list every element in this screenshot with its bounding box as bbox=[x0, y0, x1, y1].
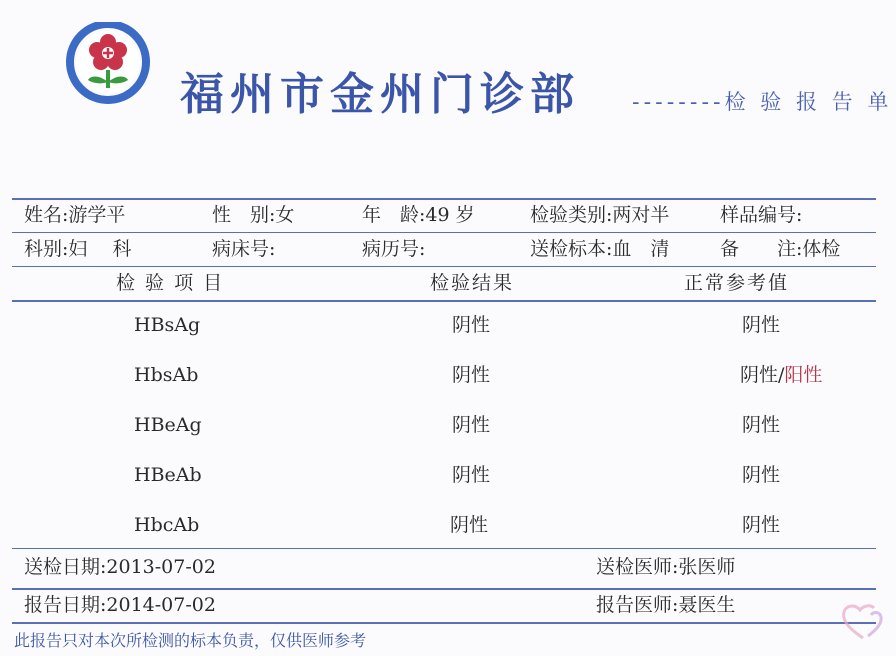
submit-doctor-label: 送检医师: bbox=[596, 556, 679, 578]
row-2-ref-negative: 阴性/ bbox=[740, 364, 785, 386]
rule-info-2 bbox=[12, 266, 876, 267]
report-date-label: 报告日期: bbox=[24, 594, 107, 616]
remark-field bbox=[720, 240, 840, 259]
dept-label: 科别: bbox=[24, 238, 69, 260]
gender-label: 性 别: bbox=[212, 204, 276, 226]
name-label: 姓名: bbox=[24, 204, 69, 226]
sample-no-label: 样品编号: bbox=[720, 204, 803, 226]
heart-watermark-icon bbox=[838, 598, 888, 644]
rule-table-header bbox=[12, 300, 876, 302]
clinic-flower-logo-icon bbox=[62, 22, 158, 106]
record-no-label: 病历号: bbox=[362, 238, 426, 260]
header-test-item: 检 验 项 目 bbox=[116, 272, 225, 294]
report-date-field bbox=[24, 596, 216, 615]
rule-footer-2 bbox=[12, 622, 876, 624]
row-1-item: HBsAg bbox=[134, 314, 201, 336]
header-reference: 正常参考值 bbox=[684, 272, 790, 294]
submit-date-field bbox=[24, 558, 216, 577]
name-field bbox=[24, 206, 125, 225]
report-doctor-value: 聂医生 bbox=[678, 594, 736, 616]
row-4-result: 阴性 bbox=[452, 464, 491, 486]
row-1-ref: 阴性 bbox=[742, 314, 781, 336]
bed-no-field bbox=[212, 240, 275, 259]
submit-doctor-value: 张医师 bbox=[678, 556, 736, 578]
test-type-label: 检验类别: bbox=[530, 204, 613, 226]
clinic-title: 福州市金州门诊部 bbox=[180, 69, 580, 120]
dept-value: 妇 科 bbox=[68, 238, 132, 260]
rule-info-1 bbox=[12, 232, 876, 233]
remark-value: 体检 bbox=[802, 238, 841, 260]
row-2-item: HbsAb bbox=[134, 364, 199, 386]
rule-footer-1 bbox=[12, 588, 876, 590]
specimen-label: 送检标本: bbox=[530, 238, 613, 260]
specimen-value: 血 清 bbox=[612, 238, 670, 260]
gender-value: 女 bbox=[275, 204, 295, 226]
report-subtitle: --------检 验 报 告 单 bbox=[632, 90, 893, 114]
specimen-field bbox=[530, 240, 669, 259]
test-type-value: 两对半 bbox=[612, 204, 670, 226]
sample-no-field bbox=[720, 206, 802, 225]
age-value: 49 岁 bbox=[425, 204, 475, 226]
row-5-result: 阴性 bbox=[450, 514, 489, 536]
submit-doctor-field bbox=[596, 558, 735, 577]
test-type-field bbox=[530, 206, 669, 225]
age-label: 年 龄: bbox=[362, 204, 426, 226]
row-5-ref: 阴性 bbox=[742, 514, 781, 536]
rule-top bbox=[12, 198, 876, 200]
disclaimer-note: 此报告只对本次所检测的标本负责，仅供医师参考 bbox=[14, 631, 367, 650]
record-no-field bbox=[362, 240, 425, 259]
row-3-ref: 阴性 bbox=[742, 414, 781, 436]
row-4-ref: 阴性 bbox=[742, 464, 781, 486]
report-doctor-field bbox=[596, 596, 735, 615]
submit-date-value: 2013-07-02 bbox=[106, 556, 216, 578]
header-result: 检验结果 bbox=[430, 272, 515, 294]
row-5-item: HbcAb bbox=[134, 514, 200, 536]
submit-date-label: 送检日期: bbox=[24, 556, 107, 578]
dept-field bbox=[24, 240, 131, 259]
row-2-ref-positive: 阳性 bbox=[784, 364, 823, 386]
row-2-ref bbox=[740, 366, 822, 385]
row-3-result: 阴性 bbox=[452, 414, 491, 436]
row-4-item: HBeAb bbox=[134, 464, 202, 486]
row-1-result: 阴性 bbox=[452, 314, 491, 336]
rule-table-bottom bbox=[12, 548, 876, 549]
age-field bbox=[362, 206, 475, 225]
report-doctor-label: 报告医师: bbox=[596, 594, 679, 616]
report-date-value: 2014-07-02 bbox=[106, 594, 216, 616]
row-2-result: 阴性 bbox=[452, 364, 491, 386]
name-value: 游学平 bbox=[68, 204, 126, 226]
bed-no-label: 病床号: bbox=[212, 238, 276, 260]
remark-label: 备 注: bbox=[720, 238, 803, 260]
gender-field bbox=[212, 206, 294, 225]
row-3-item: HBeAg bbox=[134, 414, 202, 436]
